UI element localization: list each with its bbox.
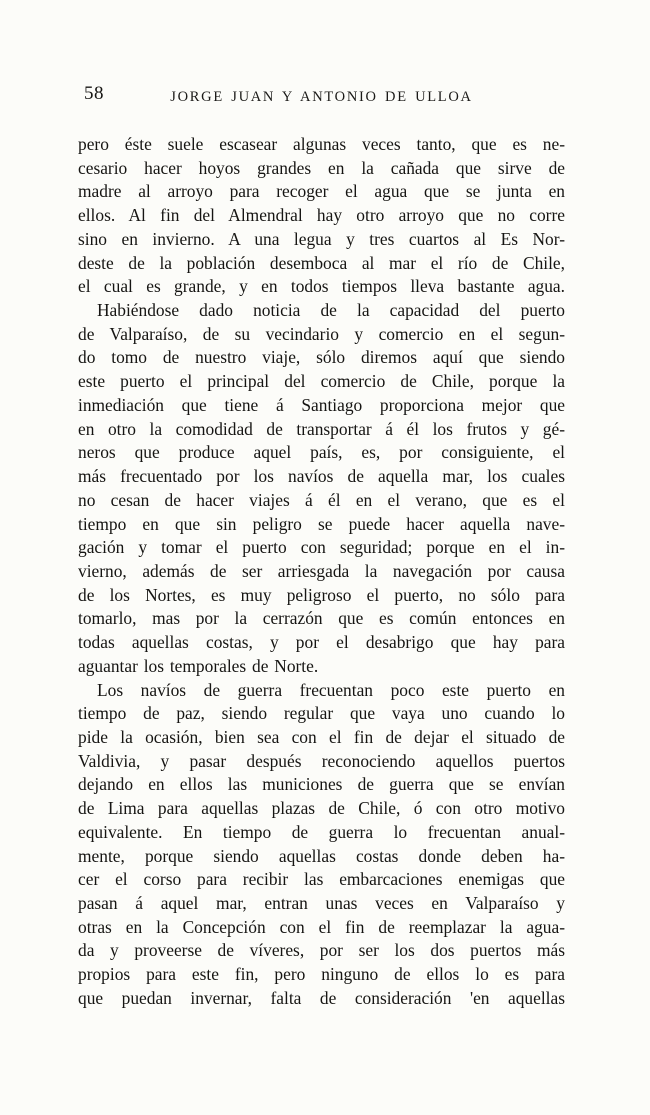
- text-line: deste de la población desemboca al mar el río de Chile,: [78, 252, 565, 273]
- text-line: el cual es grande, y en todos tiempos lleva bastante agua.: [78, 276, 565, 297]
- paragraph: [78, 299, 565, 679]
- text-line: pide la ocasión, bien sea con el fin de dejar el situado de: [78, 726, 565, 747]
- text-line: tomarlo, mas por la cerrazón que es común entonces en: [78, 608, 565, 629]
- paragraph: [78, 133, 565, 299]
- running-header: JORGE JUAN Y ANTONIO DE ULLOA: [170, 89, 473, 105]
- paragraph: [78, 679, 565, 1011]
- text-line: madre al arroyo para recoger el agua que se junta en: [78, 181, 565, 202]
- text-line: dejando en ellos las municiones de guerra que se envían: [78, 774, 565, 795]
- text-line: do tomo de nuestro viaje, sólo diremos aquí que siendo: [78, 347, 565, 368]
- body-text: [78, 133, 565, 1011]
- text-line: vierno, además de ser arriesgada la navegación por causa: [78, 560, 565, 581]
- text-line: ellos. Al fin del Almendral hay otro arroyo que no corre: [78, 205, 565, 226]
- text-line: Los navíos de guerra frecuentan poco este puerto en: [97, 679, 565, 700]
- text-line: pasan á aquel mar, entran unas veces en Valparaíso y: [78, 893, 565, 913]
- text-line: más frecuentado por los navíos de aquella mar, los cuales: [78, 466, 565, 487]
- text-line: de Lima para aquellas plazas de Chile, ó con otro motivo: [78, 798, 565, 819]
- text-line: este puerto el principal del comercio de Chile, porque la: [78, 371, 565, 392]
- text-line: cesario hacer hoyos grandes en la cañada que sirve de: [78, 157, 565, 178]
- page-number: 58: [84, 83, 104, 104]
- page-header: [78, 83, 565, 112]
- text-line: no cesan de hacer viajes á él en el verano, que es el: [78, 489, 565, 510]
- text-line: sino en invierno. A una legua y tres cuartos al Es Nor-: [78, 228, 565, 249]
- text-line: de los Nortes, es muy peligroso el puerto, no sólo para: [78, 584, 565, 605]
- text-line: tiempo en que sin peligro se puede hacer aquella nave-: [78, 513, 565, 534]
- text-line: otras en la Concepción con el fin de reemplazar la agua-: [78, 916, 565, 937]
- text-line: inmediación que tiene á Santiago proporciona mejor que: [78, 394, 565, 415]
- text-line: pero éste suele escasear algunas veces tanto, que es ne-: [78, 134, 565, 154]
- text-line: da y proveerse de víveres, por ser los dos puertos más: [78, 940, 565, 961]
- text-line: mente, porque siendo aquellas costas donde deben ha-: [78, 845, 565, 866]
- text-line: cer el corso para recibir las embarcaciones enemigas que: [78, 869, 565, 890]
- text-line: tiempo de paz, siendo regular que vaya uno cuando lo: [78, 703, 565, 724]
- text-line: neros que produce aquel país, es, por consiguiente, el: [78, 442, 565, 463]
- text-line: propios para este fin, pero ninguno de ellos lo es para: [78, 964, 565, 985]
- text-line: Valdivia, y pasar después reconociendo aquellos puertos: [78, 750, 565, 771]
- text-line: de Valparaíso, de su vecindario y comercio en el segun-: [78, 323, 565, 344]
- text-line: gación y tomar el puerto con seguridad; porque en el in-: [78, 537, 565, 558]
- text-line: que puedan invernar, falta de consideración 'en aquellas: [78, 987, 565, 1008]
- text-line: todas aquellas costas, y por el desabrigo que hay para: [78, 632, 565, 653]
- text-line: Habiéndose dado noticia de la capacidad del puerto: [97, 300, 565, 321]
- text-line: equivalente. En tiempo de guerra lo frecuentan anual-: [78, 821, 565, 842]
- text-line: aguantar los temporales de Norte.: [78, 655, 319, 676]
- text-line: en otro la comodidad de transportar á él los frutos y gé-: [78, 418, 565, 439]
